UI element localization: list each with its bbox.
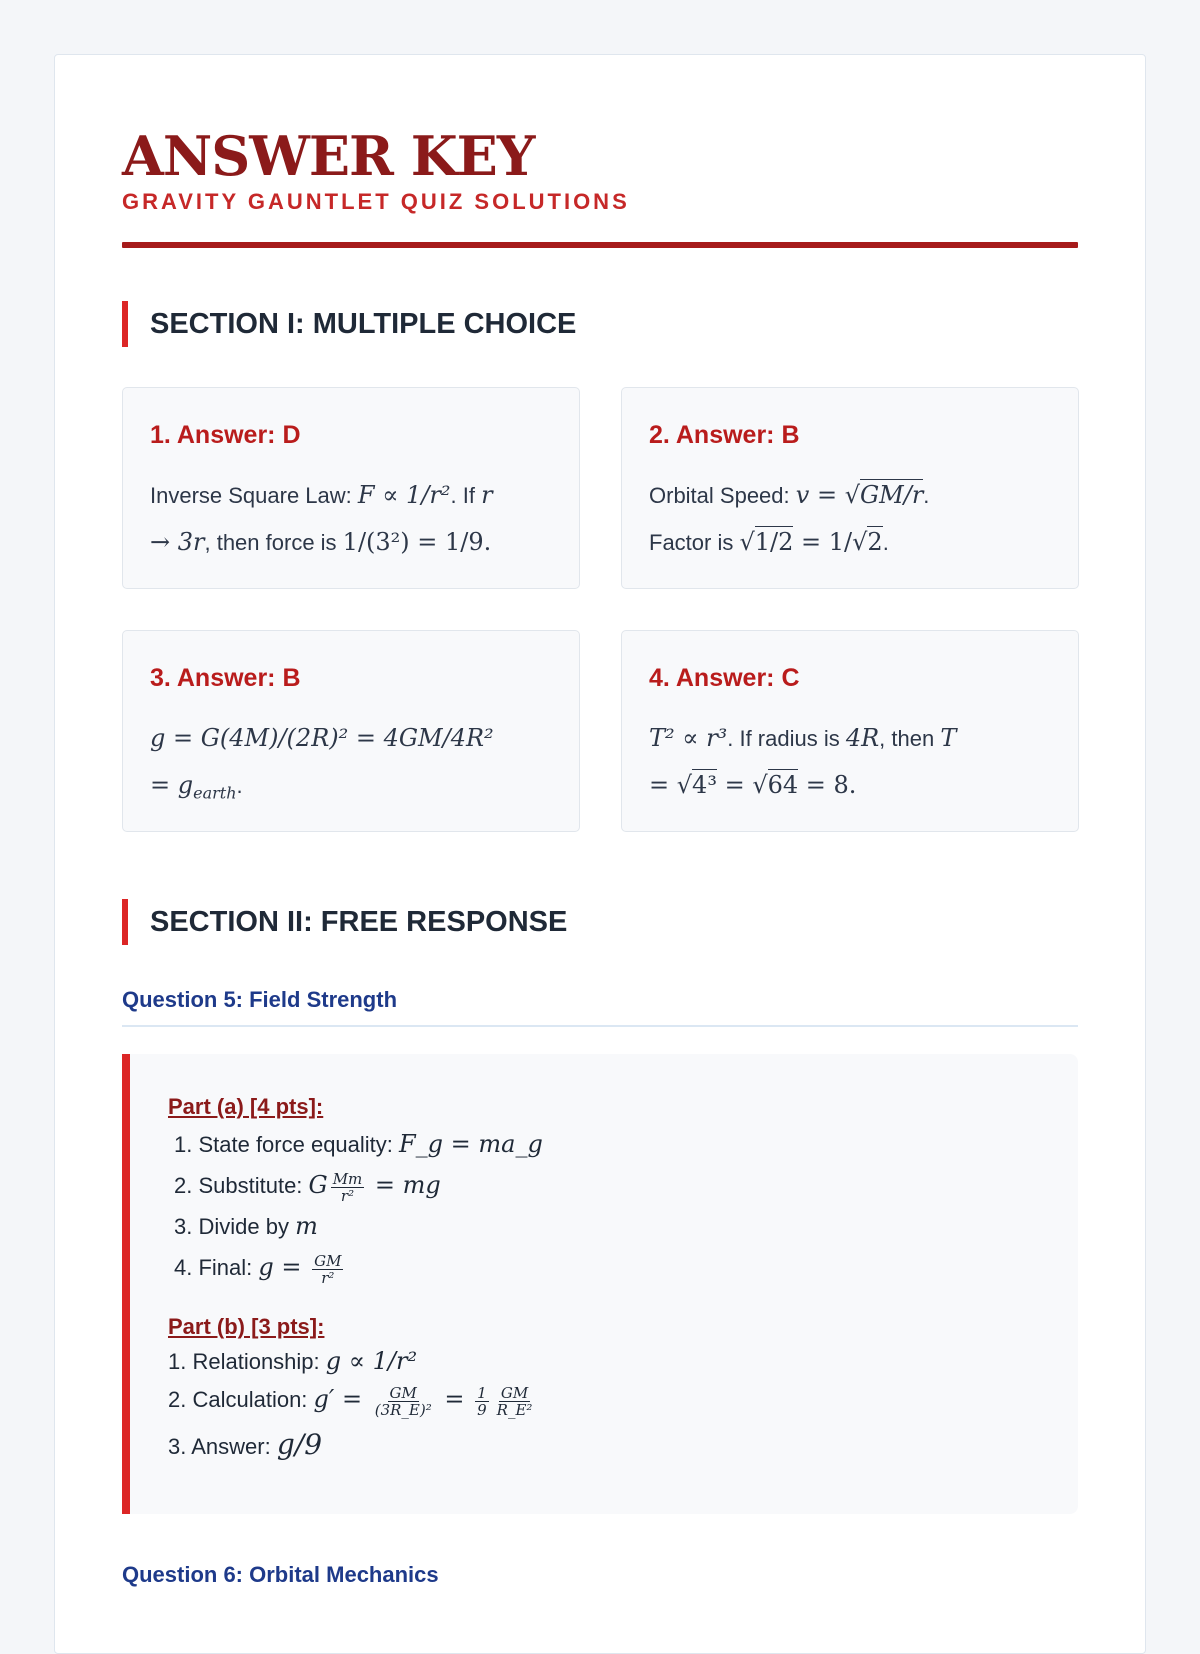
section-heading-multiple-choice: SECTION I: MULTIPLE CHOICE xyxy=(122,301,1078,347)
step-text: 3. Divide by xyxy=(174,1214,296,1239)
sqrt-sign: √ xyxy=(852,528,868,556)
part-b-steps xyxy=(168,1344,1038,1472)
explanation-text: . If xyxy=(450,483,482,508)
step-text: 3. Answer: xyxy=(168,1434,277,1459)
step-text: 2. Substitute: xyxy=(174,1173,309,1198)
fraction xyxy=(495,1385,535,1418)
part-a-steps xyxy=(168,1124,1038,1288)
math-expression: 4³ xyxy=(692,771,717,799)
math-expression: = 8. xyxy=(798,771,857,799)
question-5-title: Question 5: Field Strength xyxy=(122,987,1078,1027)
math-expression: 1/2 xyxy=(754,528,794,556)
solution-step xyxy=(174,1247,1038,1288)
explanation-text: , then force is xyxy=(204,530,343,555)
explanation-text: Factor is xyxy=(649,530,740,555)
math-expression: T xyxy=(940,724,957,752)
answer-explanation: Orbital Speed: v = √GM/r. Factor is √1/2 = 1/√2. xyxy=(649,481,930,556)
math-expression: = g xyxy=(150,771,194,799)
answer-card-1 xyxy=(122,387,580,589)
page-title: ANSWER KEY xyxy=(122,124,535,188)
step-text: 1. State force equality: xyxy=(174,1132,400,1157)
solution-step xyxy=(168,1379,1038,1420)
fraction xyxy=(331,1171,365,1204)
fraction-numerator: Mm xyxy=(332,1169,363,1188)
math-expression: 64 xyxy=(767,771,799,799)
answer-card-3 xyxy=(122,630,580,832)
fraction-numerator: GM xyxy=(389,1383,417,1402)
fraction-numerator: GM xyxy=(314,1251,342,1270)
answer-grid xyxy=(122,387,1078,832)
question-6-title: Question 6: Orbital Mechanics xyxy=(122,1562,439,1587)
fraction-numerator: GM xyxy=(500,1383,529,1402)
answer-explanation xyxy=(649,715,1051,809)
question-5-solution xyxy=(122,1054,1078,1514)
math-expression: 4R xyxy=(845,724,880,752)
step-text: 2. Calculation: xyxy=(168,1387,314,1412)
math-expression: = xyxy=(649,771,677,799)
answer-card-title: 4. Answer: C xyxy=(649,664,800,692)
fraction xyxy=(475,1385,489,1418)
math-expression: m xyxy=(295,1212,318,1240)
sqrt-sign: √ xyxy=(676,771,693,799)
solution-step xyxy=(174,1206,1038,1247)
solution-step xyxy=(174,1124,1038,1165)
answer-explanation: g = G(4M)/(2R)² = 4GM/4R² = $g_{earth}$. xyxy=(150,724,494,803)
answer-explanation xyxy=(150,472,552,566)
step-text: 4. Final: xyxy=(174,1255,259,1280)
fraction-denominator: r² xyxy=(340,1186,355,1205)
fraction-denominator: 9 xyxy=(477,1400,487,1419)
math-expression: F_g = ma_g xyxy=(399,1130,543,1158)
math-expression: g′ = xyxy=(313,1385,370,1413)
step-text: 1. Relationship: xyxy=(168,1349,326,1374)
math-expression: = xyxy=(436,1385,473,1413)
math-expression: g = xyxy=(258,1253,310,1281)
fraction-denominator: (3R_E)² xyxy=(374,1400,432,1419)
solution-step xyxy=(174,1165,1038,1206)
answer-card-title: 2. Answer: B xyxy=(649,421,800,449)
math-expression: T² ∝ r³ xyxy=(649,724,728,752)
part-b-label: Part (b) [3 pts]: xyxy=(168,1314,325,1339)
math-expression: g = G(4M)/(2R)² = 4GM/4R² xyxy=(150,724,494,752)
math-expression: 1/(3²) = 1/9. xyxy=(342,528,492,556)
math-expression: g ∝ 1/r² xyxy=(325,1347,418,1375)
answer-card-title: 1. Answer: D xyxy=(150,421,301,449)
solution-step xyxy=(168,1344,1038,1379)
explanation-text: . If radius is xyxy=(727,726,846,751)
answer-card-4 xyxy=(621,630,1079,832)
math-expression: G xyxy=(308,1171,328,1199)
math-expression: r xyxy=(481,481,493,509)
fraction-numerator: 1 xyxy=(477,1383,487,1402)
page-subtitle: GRAVITY GAUNTLET QUIZ SOLUTIONS xyxy=(122,189,630,214)
solution-step xyxy=(168,1420,1038,1472)
math-expression: = xyxy=(716,771,753,799)
math-expression: v = xyxy=(795,481,845,509)
math-expression: F ∝ 1/r² xyxy=(357,481,451,509)
answer-card-2 xyxy=(621,387,1079,589)
part-a-label: Part (a) [4 pts]: xyxy=(168,1094,324,1119)
sqrt-sign: √ xyxy=(752,771,768,799)
explanation-text: Inverse Square Law: xyxy=(150,483,358,508)
math-expression: 2 xyxy=(867,528,883,556)
section-heading-free-response: SECTION II: FREE RESPONSE xyxy=(122,899,1078,945)
fraction xyxy=(312,1253,343,1286)
answer-key-page xyxy=(54,54,1146,1654)
math-expression: GM/r xyxy=(859,481,924,509)
fraction-denominator: r² xyxy=(321,1268,335,1287)
explanation-text: Orbital Speed: xyxy=(649,483,796,508)
sqrt-sign: √ xyxy=(739,528,755,556)
answer-card-title: 3. Answer: B xyxy=(150,664,301,692)
math-subscript: earth xyxy=(193,783,237,803)
title-divider xyxy=(122,242,1078,248)
math-expression: g/9 xyxy=(276,1428,323,1461)
math-expression: → 3r xyxy=(150,528,205,556)
fraction xyxy=(373,1385,434,1418)
math-expression: = 1/ xyxy=(793,528,853,556)
explanation-text: , then xyxy=(879,726,941,751)
math-expression: = mg xyxy=(367,1171,441,1199)
sqrt-sign: √ xyxy=(844,481,860,509)
fraction-denominator: R_E² xyxy=(496,1400,533,1419)
